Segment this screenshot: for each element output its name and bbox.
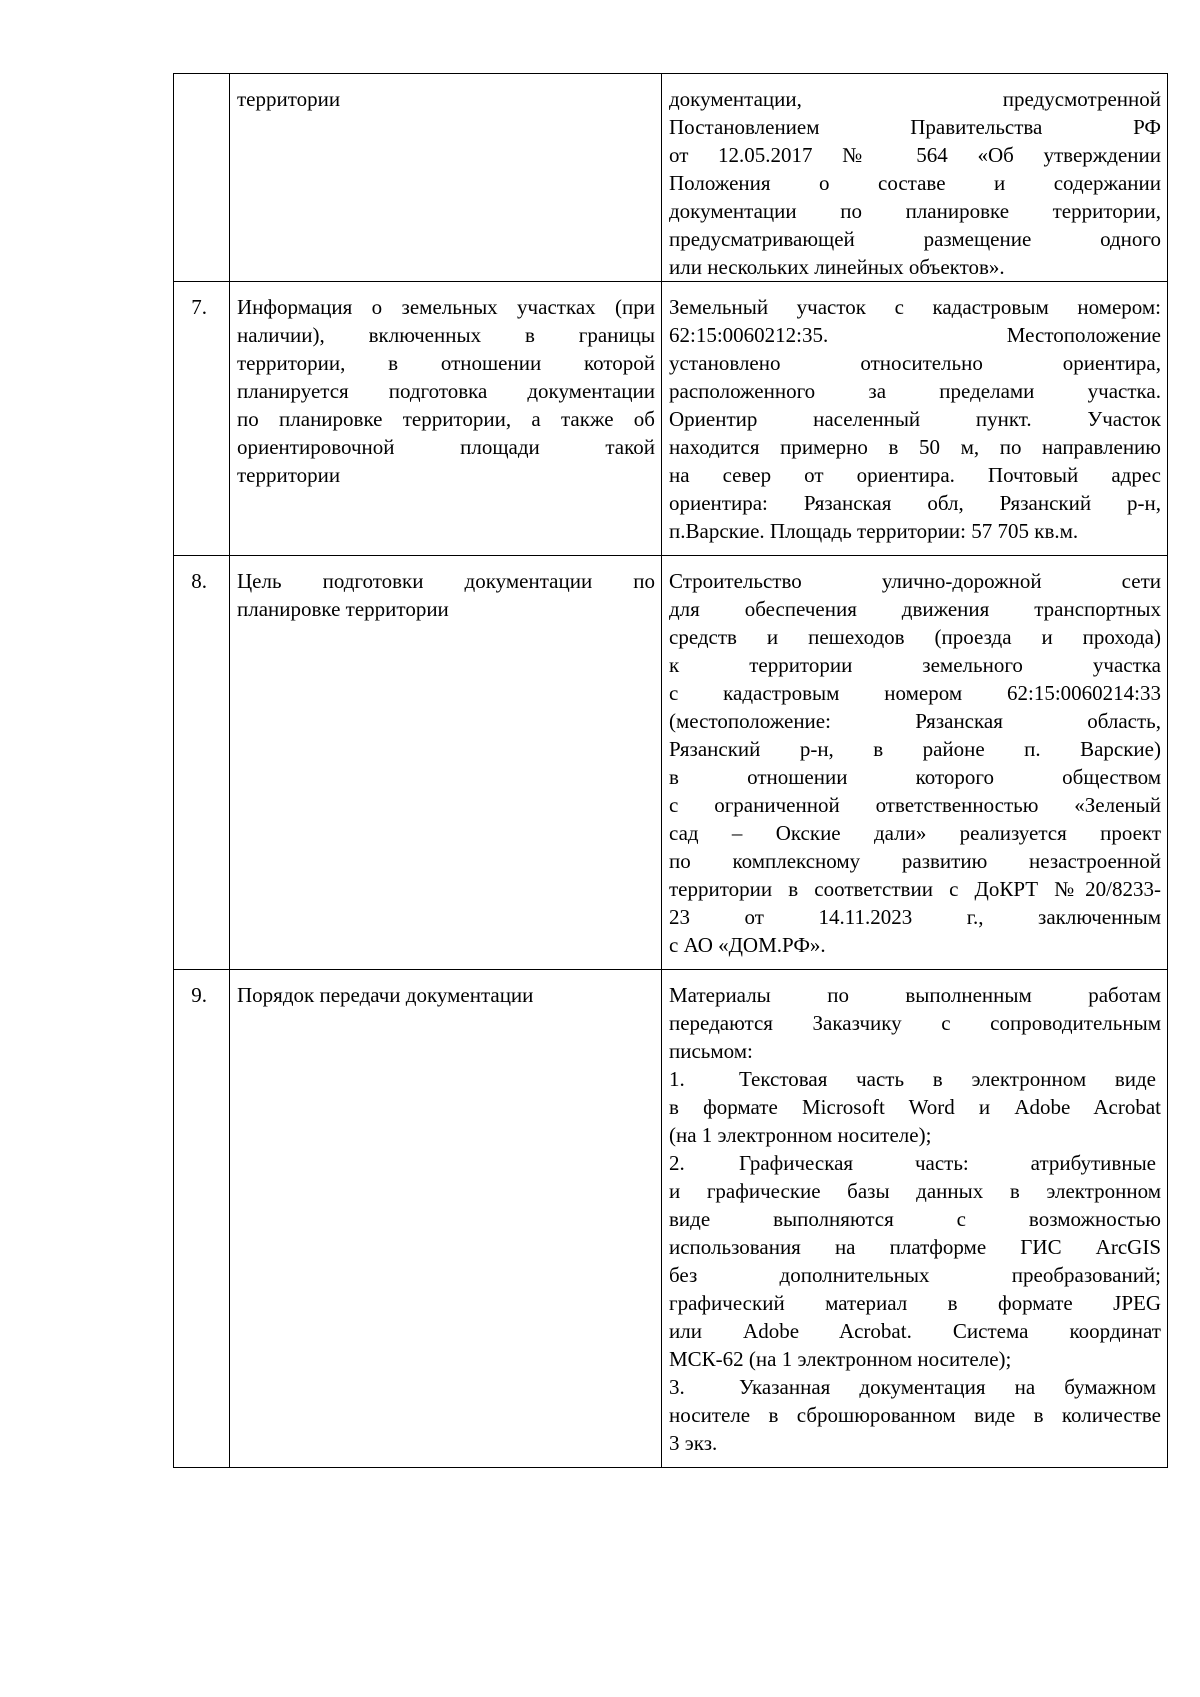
list-item-text: Графическая часть: атрибутивные [739, 1151, 1156, 1175]
value-line: средств и пешеходов (проезда и прохода) [669, 625, 1161, 649]
list-item-marker: 1. [669, 1067, 685, 1091]
document-table [173, 73, 1168, 1468]
value-line: в формате Microsoft Word и Adobe Acrobat [669, 1095, 1161, 1119]
row-number: 7. [174, 282, 230, 556]
value-line: документации, предусмотренной [669, 87, 1161, 111]
row-number: 8. [174, 556, 230, 970]
value-line: предусматривающей размещение одного [669, 227, 1161, 251]
value-line: с АО «ДОМ.РФ». [669, 933, 826, 957]
label-line: Информация о земельных участках (при [237, 295, 655, 319]
value-line: в отношении которого обществом [669, 765, 1161, 789]
label-line: ориентировочной площади такой [237, 435, 655, 459]
value-line: или Adobe Acrobat. Система координат [669, 1319, 1161, 1343]
value-line: по комплексному развитию незастроенной [669, 849, 1161, 873]
value-line: без дополнительных преобразований; [669, 1263, 1161, 1287]
row-number [174, 74, 230, 282]
value-line: 23 от 14.11.2023 г., заключенным [669, 905, 1161, 929]
value-line: на север от ориентира. Почтовый адрес [669, 463, 1161, 487]
label-line: территории [237, 87, 341, 111]
value-line: (местоположение: Рязанская область, [669, 709, 1161, 733]
list-item [669, 1373, 1161, 1401]
value-line: с кадастровым номером 62:15:0060214:33 [669, 681, 1161, 705]
value-line: Земельный участок с кадастровым номером: [669, 295, 1161, 319]
list-item-text: Текстовая часть в электронном виде [739, 1067, 1156, 1091]
list-item [669, 1065, 1161, 1093]
value-line: (на 1 электронном носителе); [669, 1123, 932, 1147]
value-line: Положения о составе и содержании [669, 171, 1161, 195]
value-line: графический материал в формате JPEG [669, 1291, 1161, 1315]
value-line: Материалы по выполненным работам [669, 983, 1161, 1007]
label-line: планируется подготовка документации [237, 379, 655, 403]
row-label [230, 282, 662, 556]
value-line: МСК-62 (на 1 электронном носителе); [669, 1347, 1012, 1371]
value-line: Строительство улично-дорожной сети [669, 569, 1161, 593]
label-line: Цель подготовки документации по [237, 569, 655, 593]
value-line: п.Варские. Площадь территории: 57 705 кв.м. [669, 519, 1079, 543]
value-line: Постановлением Правительства РФ [669, 115, 1161, 139]
value-line: Рязанский р-н, в районе п. Варские) [669, 737, 1161, 761]
list-item-marker: 2. [669, 1151, 685, 1175]
row-value [662, 282, 1168, 556]
label-line: территории [237, 463, 341, 487]
value-line: от 12.05.2017 № 564 «Об утверждении [669, 143, 1161, 167]
value-line: расположенного за пределами участка. [669, 379, 1161, 403]
table-row [174, 74, 1168, 282]
value-line: 62:15:0060212:35. Местоположение [669, 323, 1161, 347]
value-line: сад – Окские дали» реализуется проект [669, 821, 1161, 845]
value-line: письмом: [669, 1039, 753, 1063]
label-line: территории, в отношении которой [237, 351, 655, 375]
list-item-marker: 3. [669, 1375, 685, 1399]
value-line: 3 экз. [669, 1431, 718, 1455]
row-number: 9. [174, 970, 230, 1468]
value-line: установлено относительно ориентира, [669, 351, 1161, 375]
row-label [230, 970, 662, 1468]
value-line: или нескольких линейных объектов». [669, 255, 1005, 279]
label-line: по планировке территории, а также об [237, 407, 655, 431]
value-line: находится примерно в 50 м, по направлению [669, 435, 1161, 459]
value-line: носителе в сброшюрованном виде в количестве [669, 1403, 1161, 1427]
row-label [230, 74, 662, 282]
table-row [174, 970, 1168, 1468]
label-line: Порядок передачи документации [237, 983, 534, 1007]
value-line: ориентира: Рязанская обл, Рязанский р-н, [669, 491, 1161, 515]
value-line: использования на платформе ГИС ArcGIS [669, 1235, 1161, 1259]
value-line: Ориентир населенный пункт. Участок [669, 407, 1161, 431]
table-row [174, 556, 1168, 970]
value-line: и графические базы данных в электронном [669, 1179, 1161, 1203]
value-line: к территории земельного участка [669, 653, 1161, 677]
label-line: наличии), включенных в границы [237, 323, 655, 347]
value-line: с ограниченной ответственностью «Зеленый [669, 793, 1161, 817]
value-line: передаются Заказчику с сопроводительным [669, 1011, 1161, 1035]
row-label [230, 556, 662, 970]
table-row [174, 282, 1168, 556]
value-line: территории в соответствии с ДоКРТ №20/8233- [669, 877, 1161, 901]
value-line: виде выполняются с возможностью [669, 1207, 1161, 1231]
row-value [662, 970, 1168, 1468]
row-value [662, 556, 1168, 970]
label-line: планировке территории [237, 597, 449, 621]
value-line: документации по планировке территории, [669, 199, 1161, 223]
value-line: для обеспечения движения транспортных [669, 597, 1161, 621]
row-value [662, 74, 1168, 282]
list-item [669, 1149, 1161, 1177]
list-item-text: Указанная документация на бумажном [739, 1375, 1156, 1399]
